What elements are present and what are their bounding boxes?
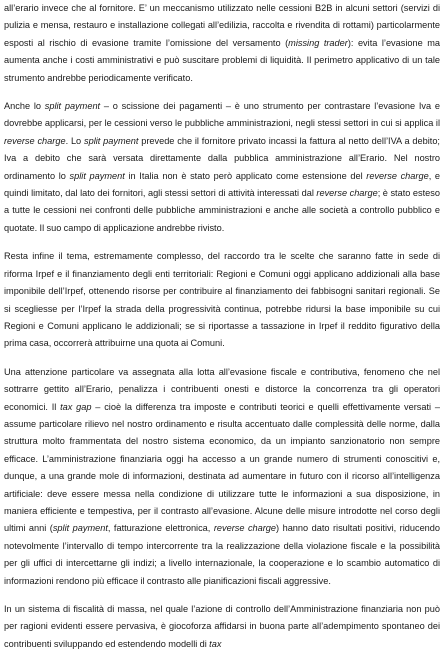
paragraph-reverse-charge	[4, 0, 440, 87]
text-run: in Italia non è stato però applicato come estensione del	[124, 170, 367, 181]
italic-term: split payment	[44, 101, 101, 112]
italic-term: reverse charge	[4, 135, 66, 146]
text-run: Anche lo	[4, 101, 45, 112]
italic-term: reverse charge	[316, 188, 378, 199]
text-run: ) hanno dato risultati positivi, riducendo notevolmente l’intervallo di tempo intercorrente tra la realizzazione della violazione fiscale e la possibilità per gli uffici di intercettarne gli indizi; a livello internazionale, la cooperazione e lo scambio automatico di informazioni rendono più efficace il contrasto alle pianificazioni fiscali aggressive.	[4, 523, 441, 586]
italic-term: split payment	[69, 170, 125, 181]
paragraph-fiscalita-di-massa	[4, 601, 440, 653]
italic-term: split payment	[52, 523, 108, 534]
text-run: ): evita l’evasione ma aumenta anche i costi amministrativi e può suscitare problemi di liquidità. Il perimetro applicativo di un tale strumento andrebbe periodicamente verificato.	[4, 37, 440, 83]
paragraph-split-payment	[4, 98, 440, 237]
text-run: ; è stato esteso a tutte le cessioni nei confronti delle pubbliche amministrazioni e anche alle società a controllo pubblico e quotate. Il suo campo di applicazione andrebbe rivisto.	[4, 188, 440, 233]
text-run: , fatturazione elettronica,	[107, 523, 214, 534]
text-run: – cioè la differenza tra imposte e contributi teorici e quelli effettivamente versati – assume particolare rilievo nel nostro ordinamento e risulta accentuato dalle complessità delle norme, dalla struttura molto frammentata del nostro sistema economico, da un impianto sanzionatorio non sempre efficace. L’amministrazione finanziaria oggi ha accesso a un grande numero di strumenti conoscitivi e, dunque, a una grande mole di informazioni, destinata ad aumentare in futuro con il ricorso all’intelligenza artificiale: deve essere messa nella condizione di utilizzare tutte le informazioni a sua disposizione, in maniera efficiente e tempestiva, per il contrasto all’evasione. Alcune delle misure introdotte nel corso degli ultimi anni (	[4, 401, 440, 534]
text-run: . Lo	[65, 135, 84, 146]
text-run: prevede che il fornitore privato incassi la fattura al netto dell’IVA a debito; Iva a debito che sarà versata direttamente dalla pubblica amministrazione all’Erario. Nel nostro ordinamento lo	[4, 135, 440, 181]
text-run: – o scissione dei pagamenti – è uno strumento per contrastare l’evasione Iva e dovrebbe applicarsi, per le cessioni verso le pubbliche amministrazioni, negli stessi settori in cui si applica il	[4, 101, 440, 129]
document-page	[4, 0, 440, 653]
paragraph-lotta-evasione	[4, 364, 440, 590]
italic-term: reverse charge	[213, 523, 277, 534]
italic-term: tax gap	[60, 401, 92, 412]
text-run: Resta infine il tema, estremamente complesso, del raccordo tra le scelte che saranno fatte in sede di riforma Irpef e il finanziamento degli enti territoriali: Regioni e Comuni oggi applicano addizionali alla base imponibile dell’Irpef, ottenendo risorse per contribuire al finanziamento dei fabbisogni sanitari regionali. Se si scegliesse per l’Irpef la strada della progressività continua, potrebbe ridursi la base imponibile su cui Regioni e Comuni applicano le addizionali; se si riportasse a tassazione in Irpef il reddito figurativo della prima casa, occorrerà attribuirne una quota ai Comuni.	[4, 251, 440, 349]
italic-term: split payment	[83, 135, 139, 146]
text-run: , e quindi limitato, dal lato dei fornitori, agli stessi settori di attività interessati dal	[4, 170, 441, 199]
italic-term: reverse charge	[366, 170, 429, 181]
italic-term: tax	[209, 638, 222, 649]
text-run: all’erario invece che al fornitore. E’ un meccanismo utilizzato nelle cessioni B2B in alcuni settori (servizi di pulizia e mensa, restauro e installazione collegati all’edilizia, raccolta e rivendita di rottami) particolarmente esposti al rischio di evasione tramite l’omissione del versamento (	[4, 3, 440, 48]
text-run: In un sistema di fiscalità di massa, nel quale l’azione di controllo dell’Amministrazione finanziaria non può per ragioni evidenti essere pervasiva, è giocoforza affidarsi in buona parte all’adempimento spontaneo dei contribuenti sviluppando ed estendendo modelli di	[4, 604, 440, 649]
italic-term: missing trader	[288, 37, 348, 48]
paragraph-irpef-enti-territoriali	[4, 248, 440, 352]
text-run: Una attenzione particolare va assegnata alla lotta all’evasione fiscale e contributiva, fenomeno che nel sottrarre gettito all’Erario, penalizza i contribuenti onesti e distorce la concorrenza tra gli operatori economici. Il	[4, 366, 440, 412]
